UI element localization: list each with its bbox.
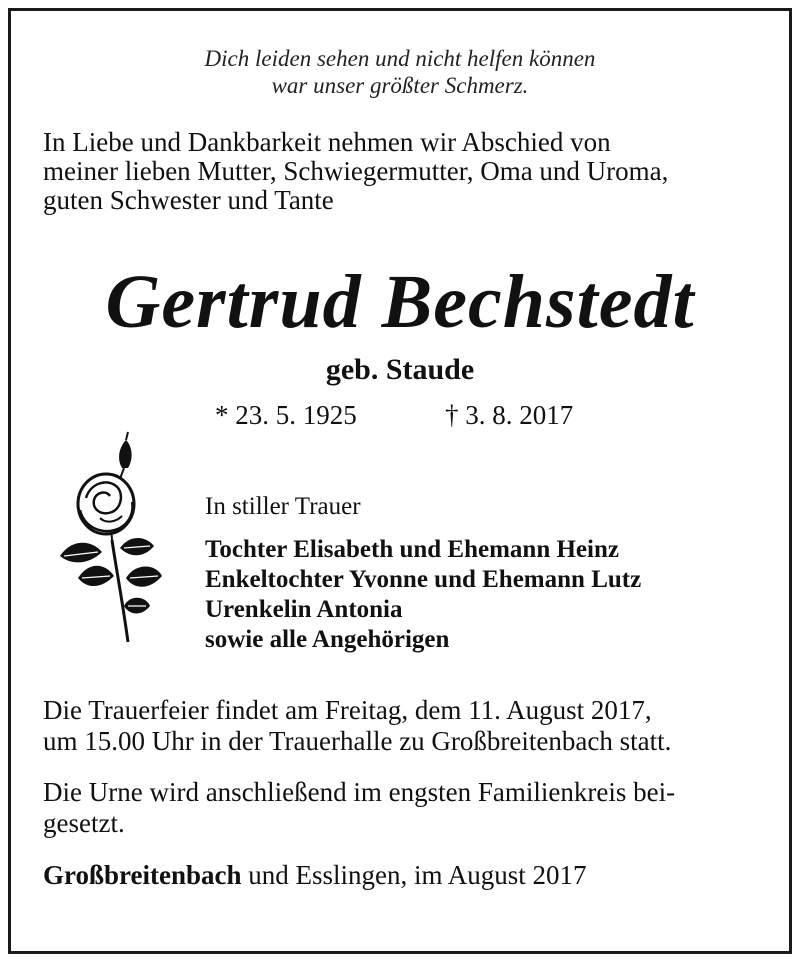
mourner-line-1: Tochter Elisabeth und Ehemann Heinz	[205, 536, 619, 563]
intro-line-2: meiner lieben Mutter, Schwiegermutter, Oma und Uroma,	[43, 156, 669, 186]
closing-line	[43, 860, 587, 890]
funeral-line-1: Die Trauerfeier findet am Freitag, dem 11. August 2017,	[43, 695, 652, 725]
motto-line-1: Dich leiden sehen und nicht helfen können	[204, 46, 596, 71]
closing-place: Großbreitenbach	[43, 860, 242, 890]
funeral-line-2: um 15.00 Uhr in der Trauerhalle zu Großbreitenbach statt.	[43, 726, 672, 756]
deceased-name: Gertrud Bechstedt	[105, 260, 695, 344]
birth-date: * 23. 5. 1925	[215, 400, 357, 430]
urn-line-1: Die Urne wird anschließend im engsten Familienkreis bei-	[43, 777, 676, 807]
intro-line-1: In Liebe und Dankbarkeit nehmen wir Abschied von	[43, 127, 611, 157]
closing-rest: und Esslingen, im August 2017	[241, 860, 587, 890]
rose-icon	[50, 428, 162, 648]
mourner-line-3: Urenkelin Antonia	[205, 596, 403, 623]
urn-line-2: gesetzt.	[43, 808, 125, 838]
intro-line-3: guten Schwester und Tante	[43, 185, 334, 215]
mourner-line-2: Enkeltochter Yvonne und Ehemann Lutz	[205, 566, 642, 593]
mourner-line-4: sowie alle Angehörigen	[205, 626, 450, 653]
motto-line-2: war unser größter Schmerz.	[271, 73, 529, 98]
maiden-name: geb. Staude	[325, 353, 475, 386]
death-date: † 3. 8. 2017	[445, 400, 574, 430]
mourners-intro: In stiller Trauer	[205, 493, 361, 520]
